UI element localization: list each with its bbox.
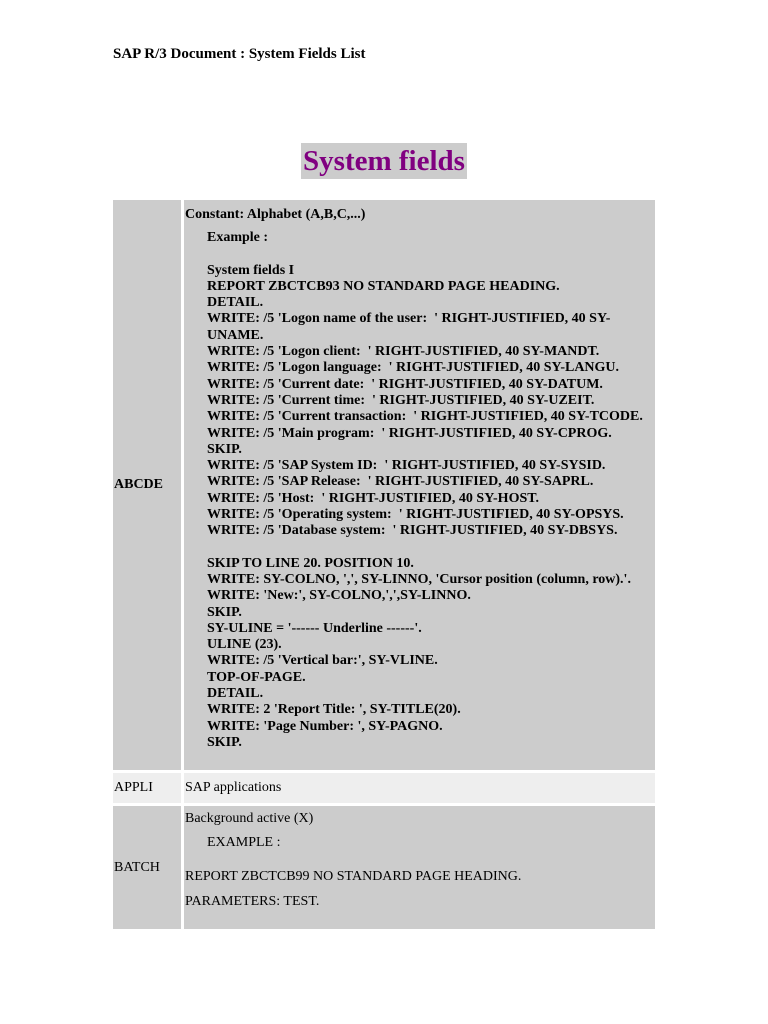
- code-line: WRITE: /5 'SAP Release: ' RIGHT-JUSTIFIED, 40 SY-SAPRL.: [207, 474, 594, 490]
- code-line: SKIP.: [207, 604, 242, 620]
- table-row-appli: [113, 773, 655, 803]
- field-name-batch: BATCH: [113, 806, 181, 929]
- code-block-2: [207, 556, 655, 752]
- code-line: REPORT ZBCTCB99 NO STANDARD PAGE HEADING.: [185, 869, 522, 884]
- code-line: WRITE: /5 'Operating system: ' RIGHT-JUSTIFIED, 40 SY-OPSYS.: [207, 507, 624, 523]
- code-line: SKIP.: [207, 734, 242, 750]
- document-header: SAP R/3 Document : System Fields List: [113, 46, 366, 62]
- field-description-batch: [184, 806, 655, 929]
- code-line: WRITE: /5 'Logon client: ' RIGHT-JUSTIFIED, 40 SY-MANDT.: [207, 344, 600, 360]
- code-line: TOP-OF-PAGE.: [207, 669, 306, 685]
- code-line: SKIP.: [207, 441, 242, 457]
- field-name-abcde: ABCDE: [113, 200, 181, 770]
- page-title: System fields: [303, 145, 465, 177]
- code-line: WRITE: /5 'Main program: ' RIGHT-JUSTIFIED, 40 SY-CPROG.: [207, 425, 612, 441]
- code-line: SY-ULINE = '------ Underline ------'.: [207, 620, 422, 636]
- code-line: WRITE: /5 'Vertical bar:', SY-VLINE.: [207, 653, 438, 669]
- example-label: EXAMPLE :: [207, 835, 281, 850]
- system-fields-table: [113, 200, 655, 929]
- field-name-appli: APPLI: [113, 773, 181, 803]
- field-description-appli: SAP applications: [184, 773, 655, 803]
- code-block-1: [207, 263, 655, 540]
- table-row-batch: [113, 806, 655, 929]
- code-line: SKIP TO LINE 20. POSITION 10.: [207, 555, 414, 571]
- code-line: WRITE: /5 'Current transaction: ' RIGHT-JUSTIFIED, 40 SY-TCODE.: [207, 409, 643, 425]
- field-description-text: Background active (X): [185, 811, 314, 826]
- table-row-abcde: [113, 200, 655, 770]
- page-title-container: [0, 143, 768, 179]
- field-description-text: Constant: Alphabet (A,B,C,...): [185, 207, 366, 222]
- code-line: PARAMETERS: TEST.: [185, 894, 320, 909]
- field-description-abcde: [184, 200, 655, 770]
- code-line: WRITE: 'Page Number: ', SY-PAGNO.: [207, 718, 443, 734]
- code-line: WRITE: /5 'Current date: ' RIGHT-JUSTIFIED, 40 SY-DATUM.: [207, 376, 603, 392]
- code-line: System fields I: [207, 262, 295, 278]
- code-line: ULINE (23).: [207, 637, 282, 653]
- code-line: DETAIL.: [207, 295, 264, 311]
- code-line: WRITE: /5 'Logon name of the user: ' RIGHT-JUSTIFIED, 40 SY-UNAME.: [207, 311, 611, 343]
- example-label: Example :: [207, 230, 269, 246]
- code-line: WRITE: /5 'Current time: ' RIGHT-JUSTIFIED, 40 SY-UZEIT.: [207, 392, 595, 408]
- code-line: REPORT ZBCTCB93 NO STANDARD PAGE HEADING.: [207, 278, 560, 294]
- code-line: DETAIL.: [207, 686, 264, 702]
- code-line: WRITE: 2 'Report Title: ', SY-TITLE(20).: [207, 702, 461, 718]
- code-line: WRITE: /5 'Database system: ' RIGHT-JUSTIFIED, 40 SY-DBSYS.: [207, 523, 618, 539]
- code-line: WRITE: /5 'Host: ' RIGHT-JUSTIFIED, 40 SY-HOST.: [207, 490, 540, 506]
- code-line: WRITE: /5 'SAP System ID: ' RIGHT-JUSTIFIED, 40 SY-SYSID.: [207, 458, 606, 474]
- code-line: WRITE: /5 'Logon language: ' RIGHT-JUSTIFIED, 40 SY-LANGU.: [207, 360, 620, 376]
- code-line: WRITE: 'New:', SY-COLNO,',',SY-LINNO.: [207, 588, 471, 604]
- example-block: [185, 230, 655, 751]
- code-line: WRITE: SY-COLNO, ',', SY-LINNO, 'Cursor position (column, row).'.: [207, 571, 631, 587]
